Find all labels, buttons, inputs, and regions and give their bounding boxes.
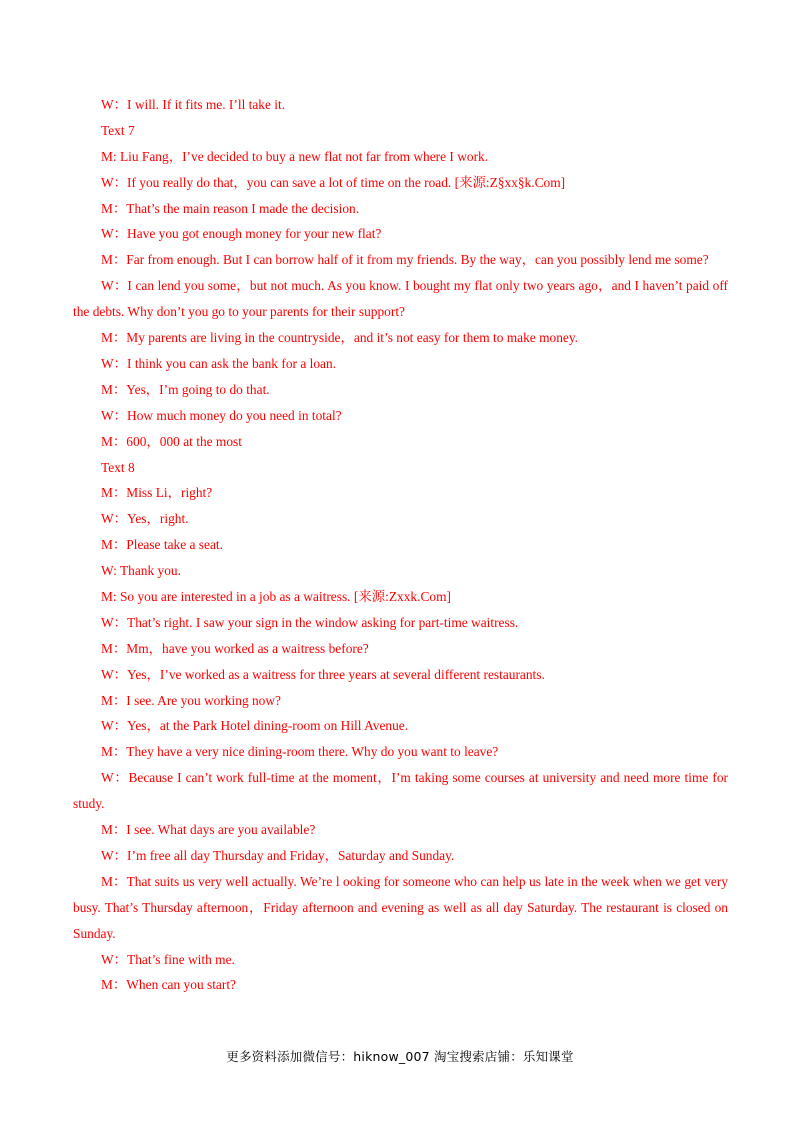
page-footer: 更多资料添加微信号：hiknow_007 淘宝搜索店铺：乐知课堂 [226,1049,574,1064]
dialogue-line: W：If you really do that，you can save a lot of time on the road. [来源:Z§xx§k.Com] [101,174,566,190]
dialogue-line: W：Yes，I’ve worked as a waitress for three years at several different restaurants. [101,666,545,682]
dialogue-line: M: So you are interested in a job as a waitress. [来源:Zxxk.Com] [101,588,451,604]
dialogue-line: W：Yes，at the Park Hotel dining-room on Hill Avenue. [101,718,409,734]
dialogue-line: W：How much money do you need in total? [101,407,342,423]
dialogue-line: M：Miss Li，right? [101,485,213,501]
dialogue-line: W：That’s right. I saw your sign in the window asking for part-time waitress. [101,614,519,630]
dialogue-line: M：Yes，I’m going to do that. [101,381,270,397]
dialogue-line: M：That’s the main reason I made the decision. [101,200,360,216]
dialogue-line: W：I’m free all day Thursday and Friday，Saturday and Sunday. [101,847,455,863]
dialogue-paragraph: M：Far from enough. But I can borrow half of it from my friends. By the way，can you possibly lend me some? [101,252,709,268]
dialogue-line: M：Please take a seat. [101,537,223,553]
dialogue-transcript [73,92,728,998]
dialogue-line: M：Mm，have you worked as a waitress before? [101,640,369,656]
dialogue-line: W：That’s fine with me. [101,951,235,967]
dialogue-line: M：My parents are living in the countryside，and it’s not easy for them to make money. [101,330,579,346]
dialogue-line: M：They have a very nice dining-room there. Why do you want to leave? [101,744,499,760]
dialogue-paragraph: W：Because I can’t work full-time at the moment，I’m taking some courses at university and need more time for study. [73,770,728,812]
dialogue-line: W: Thank you. [101,563,181,579]
dialogue-line: M: Liu Fang，I’ve decided to buy a new flat not far from where I work. [101,148,489,164]
dialogue-line: Text 8 [101,459,135,475]
dialogue-line: W：I will. If it fits me. I’ll take it. [101,97,286,112]
dialogue-line: W：Yes，right. [101,511,189,527]
dialogue-line: M：When can you start? [101,977,236,993]
dialogue-line: W：Have you got enough money for your new flat? [101,226,382,242]
dialogue-line: Text 7 [101,122,135,138]
dialogue-line: W：I think you can ask the bank for a loan. [101,355,337,371]
dialogue-paragraph: W：I can lend you some，but not much. As you know. I bought my flat only two years ago，and I haven’t paid off the debts. Why don’t you go to your parents for their support? [73,278,728,320]
dialogue-line: M：I see. What days are you available? [101,822,316,838]
dialogue-paragraph: M：That suits us very well actually. We’re l ooking for someone who can help us late in the week when we get very busy. That’s Thursday afternoon，Friday afternoon and evening as well as all day Saturday. The restaurant is closed on Sunday. [73,873,728,941]
dialogue-line: M：I see. Are you working now? [101,692,281,708]
dialogue-line: M：600，000 at the most [101,433,242,449]
